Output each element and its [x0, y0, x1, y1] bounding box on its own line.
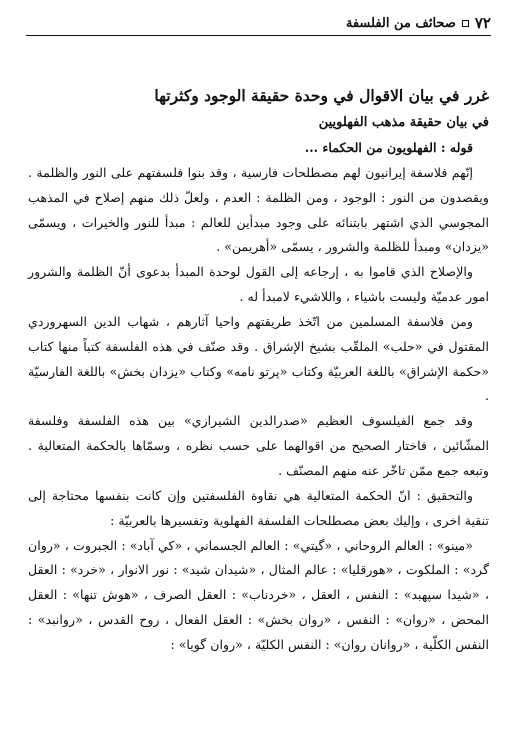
glossary-paragraph: «مينو» : العالم الروحاني ، «گيتي» : العالم الجسماني ، «كي آباد» : الجبروت ، «روان گرد» : الملكوت ، «هورقليا» : عالم المثال ، «شيدان شيد» : نور الانوار ، «خرد» : العقل ، «شيدا سپهبد» : النفس ، العقل ، «خردناب» : العقل الصرف ، «هوش تنها» : العقل المحض ، «روان» : النفس ، «روان بخش» : العقل الفعال ، روح القدس ، «روانبد» : النفس الكلّية ، «روانان روان» : النفس الكليّة ، «روان گويا» : — [28, 537, 489, 652]
paragraph: والتحقيق : انّ الحكمة المتعالية هي نقاوة الفلسفتين وإن كانت بنفسها محتاجة إلى تنقية اخرى ، وإليك بعض مصطلحات الفلسفة الفهلوية وتفسيرها بالعربيّة : — [28, 487, 489, 528]
paragraph: ومن فلاسفة المسلمين من اتّخذ طريقتهم واحيا آثارهم ، شهاب الدين السهروردي المقتول في «حلب» الملقّب بشيخ الإشراق . وقد صنّف في هذه الفلسفة كتباً منها كتاب «حكمة الإشراق» باللغة العربيّة وكتاب «پرتو نامه» وكتاب «يزدان بخش» باللغة الفارسيّة . — [28, 313, 489, 404]
running-header — [26, 12, 491, 34]
section-title: غرر في بيان الاقوال في وحدة حقيقة الوجود وكثرتها — [154, 86, 489, 105]
page-number: ٧٢ — [474, 14, 491, 32]
paragraph: وقد جمع الفيلسوف العظيم «صدرالدين الشيرازي» بين هذه الفلسفة وفلسفة المشّائين ، فاختار الصحيح من اقوالهما على حسب نظره ، وسمّاها بالحكمة المتعالية . وتبعه جمع ممّن تاخّر عنه منهم المصنّف . — [28, 413, 489, 478]
paragraph: والإصلاح الذي قاموا به ، إرجاعه إلى القول لوحدة المبدأ بدعوى أنّ الظلمة والشرور امور عدميّة وليست باشياء ، واللاشيء لامبدأ له . — [28, 264, 489, 305]
section-subtitle: في بيان حقيقة مذهب الفهلويين — [318, 115, 489, 130]
paragraph: إنّهم فلاسفة إيرانيون لهم مصطلحات فارسية ، وقد بنوا فلسفتهم على النور والظلمة . ويقصدون من النور : الوجود ، ومن الظلمة : العدم ، ولعلّ ذلك منهم إصلاح في المذهب المجوسي الذي اشتهر بابتنائه على وجود مبدأين للعالم : مبدأ للنور والخيرات ، ويسمّى «يزدان» ومبدأ للظلمة والشرور ، يسمّى «أهريمن» . — [28, 164, 489, 255]
header-rule — [26, 35, 491, 36]
body-text — [28, 82, 489, 658]
quote-paragraph: قوله : الفهلويون من الحكماء ... — [304, 140, 473, 155]
square-ornament-icon — [462, 20, 469, 27]
running-title: صحائف من الفلسفة — [345, 15, 456, 31]
